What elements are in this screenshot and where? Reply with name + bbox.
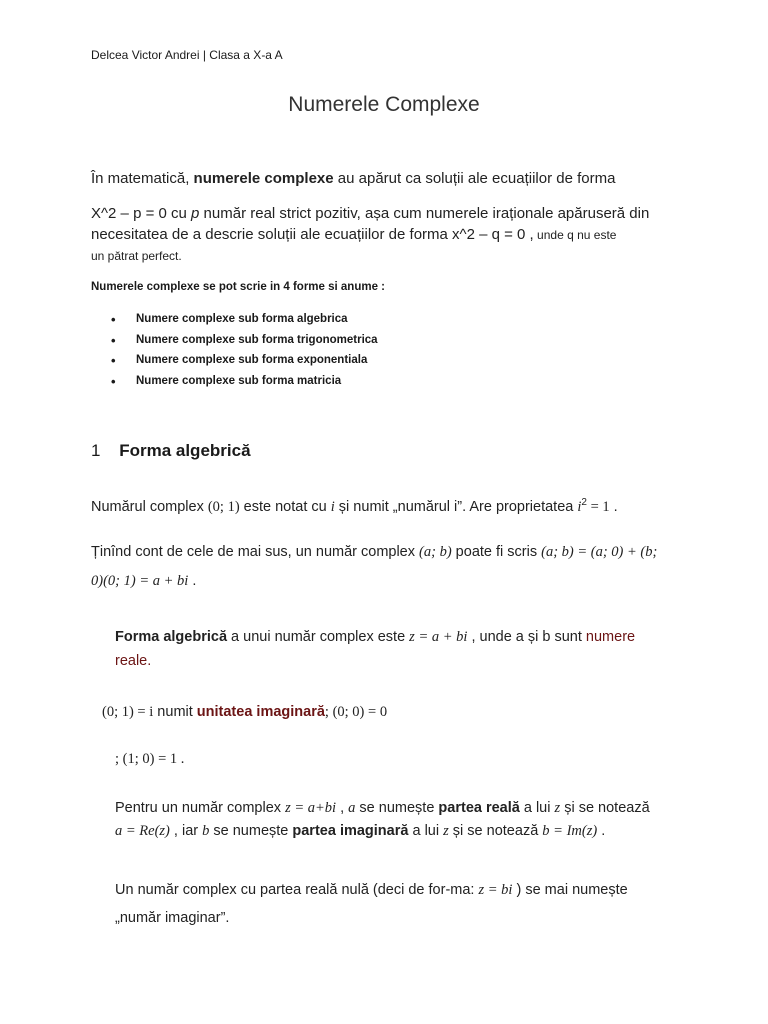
intro-line-3: necesitatea de a descrie soluții ale ecuațiilor de forma x^2 – q = 0 , unde q nu este — [91, 226, 617, 243]
intro-line-2: X^2 – p = 0 cu p număr real strict pozitiv, așa cum numerele iraționale apăruseră din — [91, 205, 650, 222]
paragraph-unit-i: Numărul complex (0; 1) este notat cu i și numit „numărul i”. Are proprietatea $i^2 = 1$ . — [91, 497, 618, 515]
intro-line-4: un pătrat perfect. — [91, 249, 182, 263]
section-heading — [91, 441, 251, 461]
paragraph-imaginary-number: Un număr complex cu partea reală nulă (deci de for-ma: z = bi ) se mai numește „număr imaginar”. — [115, 882, 628, 926]
paragraph-real-imaginary-parts: Pentru un număr complex z = a+bi , a se numește partea reală a lui z și se notează a = Re(z) , iar b se numește partea imaginară a lui z și se notează b = Im(z) . — [115, 800, 650, 839]
list-item: • Numere complexe sub forma matricia — [111, 375, 378, 396]
section-number: 1 — [91, 441, 101, 460]
document-header: Delcea Victor Andrei | Clasa a X-a A — [91, 48, 283, 62]
forms-intro: Numerele complexe se pot scrie in 4 forme si anume : — [91, 281, 385, 293]
intro-paragraph — [91, 168, 691, 267]
paragraph-unit-one: ; (1; 0) = 1 . — [115, 751, 185, 767]
paragraph-imaginary-unit: (0; 1) = i numit unitatea imaginară; (0; 0) = 0 — [102, 704, 388, 720]
section-title: Forma algebrică — [119, 441, 251, 460]
forms-list — [111, 313, 378, 396]
list-item: • Numere complexe sub forma exponentiala — [111, 354, 378, 375]
paragraph-algebraic-form: Forma algebrică a unui număr complex este z = a + bi , unde a și b sunt numere reale. — [115, 629, 636, 669]
page-title: Numerele Complexe — [288, 93, 480, 116]
paragraph-writing: Ținînd cont de cele de mai sus, un număr complex (a; b) poate fi scris (a; b) = (a; 0) + (b; 0)(0; 1) = a + bi . — [91, 544, 658, 589]
intro-line-1: În matematică, numerele complexe au apărut ca soluții ale ecuațiilor de forma — [91, 170, 616, 187]
list-item: • Numere complexe sub forma algebrica — [111, 313, 378, 334]
list-item: • Numere complexe sub forma trigonometrica — [111, 334, 378, 355]
